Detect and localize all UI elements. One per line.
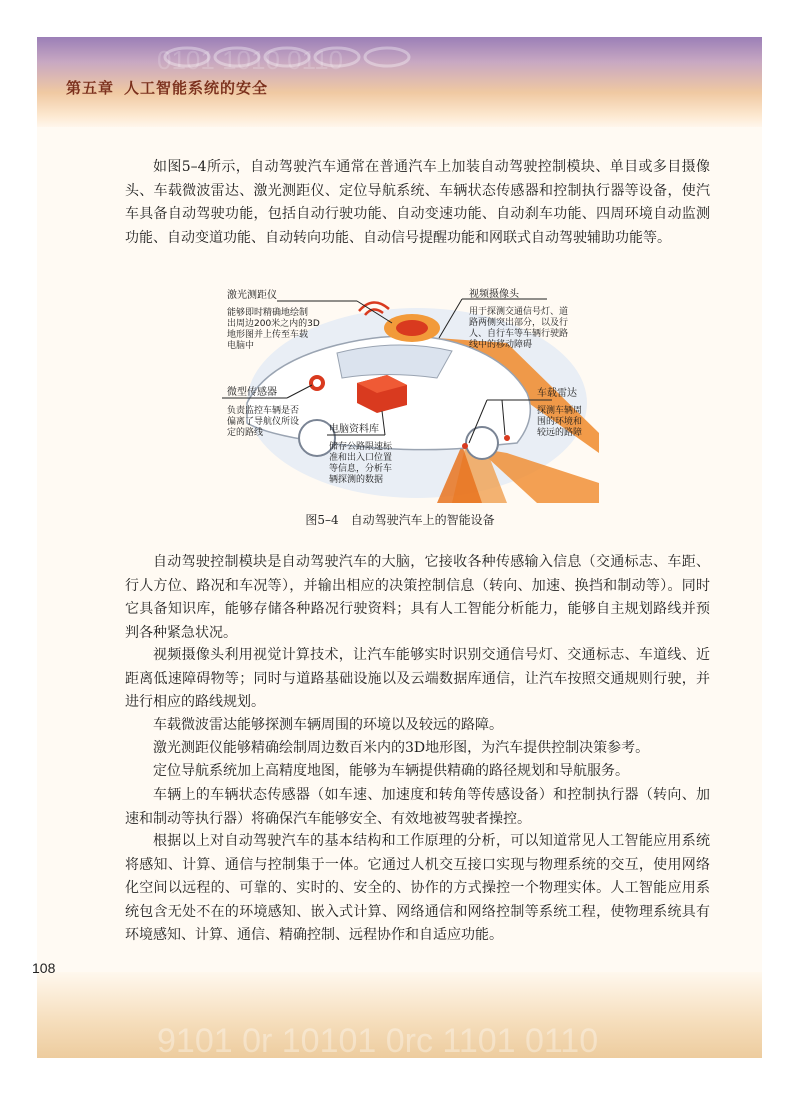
label-title: 微型传感器 [227,387,277,398]
paragraph-radar: 车载微波雷达能够探测车辆周围的环境以及较远的路障。 [153,717,503,733]
chapter-name: 人工智能系统的安全 [124,79,269,97]
label-line: 偏离了导航仪所设 [227,417,300,427]
figure-caption: 图5–4 自动驾驶汽车上的智能设备 [305,513,495,527]
radar-sensor-icon [462,443,468,449]
label-line: 储存公路限速标 [329,442,393,452]
label-title: 视频摄像头 [469,289,519,300]
paragraph-control-module: 自动驾驶控制模块是自动驾驶汽车的大脑，它接收各种传感输入信息（交通标志、车距、行人方位、路况和车况等），并输出相应的决策控制信息（转向、加速、换挡和制动等）。同时它具备知识库，能够存储各种路况行驶资料；具有人工智能分析能力，能够自主规划路线并预判各种紧急状况。 [125,554,710,641]
wheel-icon [466,427,498,459]
label-title: 电脑资料库 [329,424,379,435]
radar-sensor-icon [504,435,510,441]
label-line: 较远的路障 [537,428,583,438]
svg-text:9101 0r 10101 0rc 1101 0110: 9101 0r 10101 0rc 1101 0110 [157,1022,599,1058]
label-line: 等信息，分析车 [329,464,393,474]
paragraph-camera: 视频摄像头利用视觉计算技术，让汽车能够实时识别交通信号灯、交通标志、车道线、近距离低速障碍物等；同时与道路基础设施以及云端数据库通信，让汽车按照交通规则行驶，并进行相应的路线规划。 [125,647,710,711]
label-line: 能够即时精确地绘制 [227,308,309,318]
car-windshield [337,345,452,378]
chapter-number: 第五章 [66,79,115,97]
svg-text:0101 1010 0110: 0101 1010 0110 [157,45,344,75]
label-line: 地形图并上传至车载 [227,330,309,340]
paragraph-summary: 根据以上对自动驾驶汽车的基本结构和工作原理的分析，可以知道常见人工智能应用系统将感知、计算、通信与控制集于一体。它通过人机交互接口实现与物理系统的交互，使用网络化空间以远程的、可靠的、实时的、安全的、协作的方式操控一个物理实体。人工智能应用系统包含无处不在的环境感知、嵌入式计算、网络通信和网络控制等系统工程，使物理系统具有环境感知、计算、通信、精确控制、远程协作和自适应功能。 [125,833,710,944]
label-title: 激光测距仪 [227,290,277,301]
paragraph-lidar: 激光测距仪能够精确绘制周边数百米内的3D地形图，为汽车提供控制决策参考。 [153,740,650,756]
label-radar [537,386,582,438]
label-line: 准和出入口位置 [329,453,393,463]
label-line: 人、自行车等车辆行驶路 [469,329,569,339]
paragraph-sensors: 车辆上的车辆状态传感器（如车速、加速度和转角等传感设备）和控制执行器（转向、加速和制动等执行器）将确保汽车能够安全、有效地被驾驶者操控。 [125,787,710,827]
label-line: 定的路线 [227,428,264,438]
label-line: 线中的移动障碍 [469,340,533,350]
label-line: 围的环境和 [537,417,583,427]
label-line: 负责监控车辆是否 [227,406,300,416]
paragraph-intro: 如图5–4所示，自动驾驶汽车通常在普通汽车上加装自动驾驶控制模块、单目或多目摄像头、车载微波雷达、激光测距仪、定位导航系统、车辆状态传感器和控制执行器等设备，使汽车具备自动驾驶功能，包括自动行驶功能、自动变速功能、自动刹车功能、四周环境自动监测功能、自动变道功能、自动转向功能、自动信号提醒功能和网联式自动驾驶辅助功能等。 [125,159,710,246]
label-line: 出周边200米之内的3D [227,319,320,329]
chapter-title [66,77,278,98]
label-line: 用于探测交通信号灯、道 [469,307,569,317]
label-line: 辆探测的数据 [329,475,384,485]
label-line: 路两侧突出部分，以及行 [469,318,569,328]
paragraph-navigation: 定位导航系统加上高精度地图，能够为车辆提供精确的路径规划和导航服务。 [153,763,629,779]
label-line: 电脑中 [227,341,255,351]
page-number: 108 [32,960,56,976]
label-title: 车载雷达 [537,388,577,399]
footer-decoration [37,972,762,1058]
label-line: 探测车辆周 [537,406,583,416]
figure-autonomous-car [207,283,599,503]
